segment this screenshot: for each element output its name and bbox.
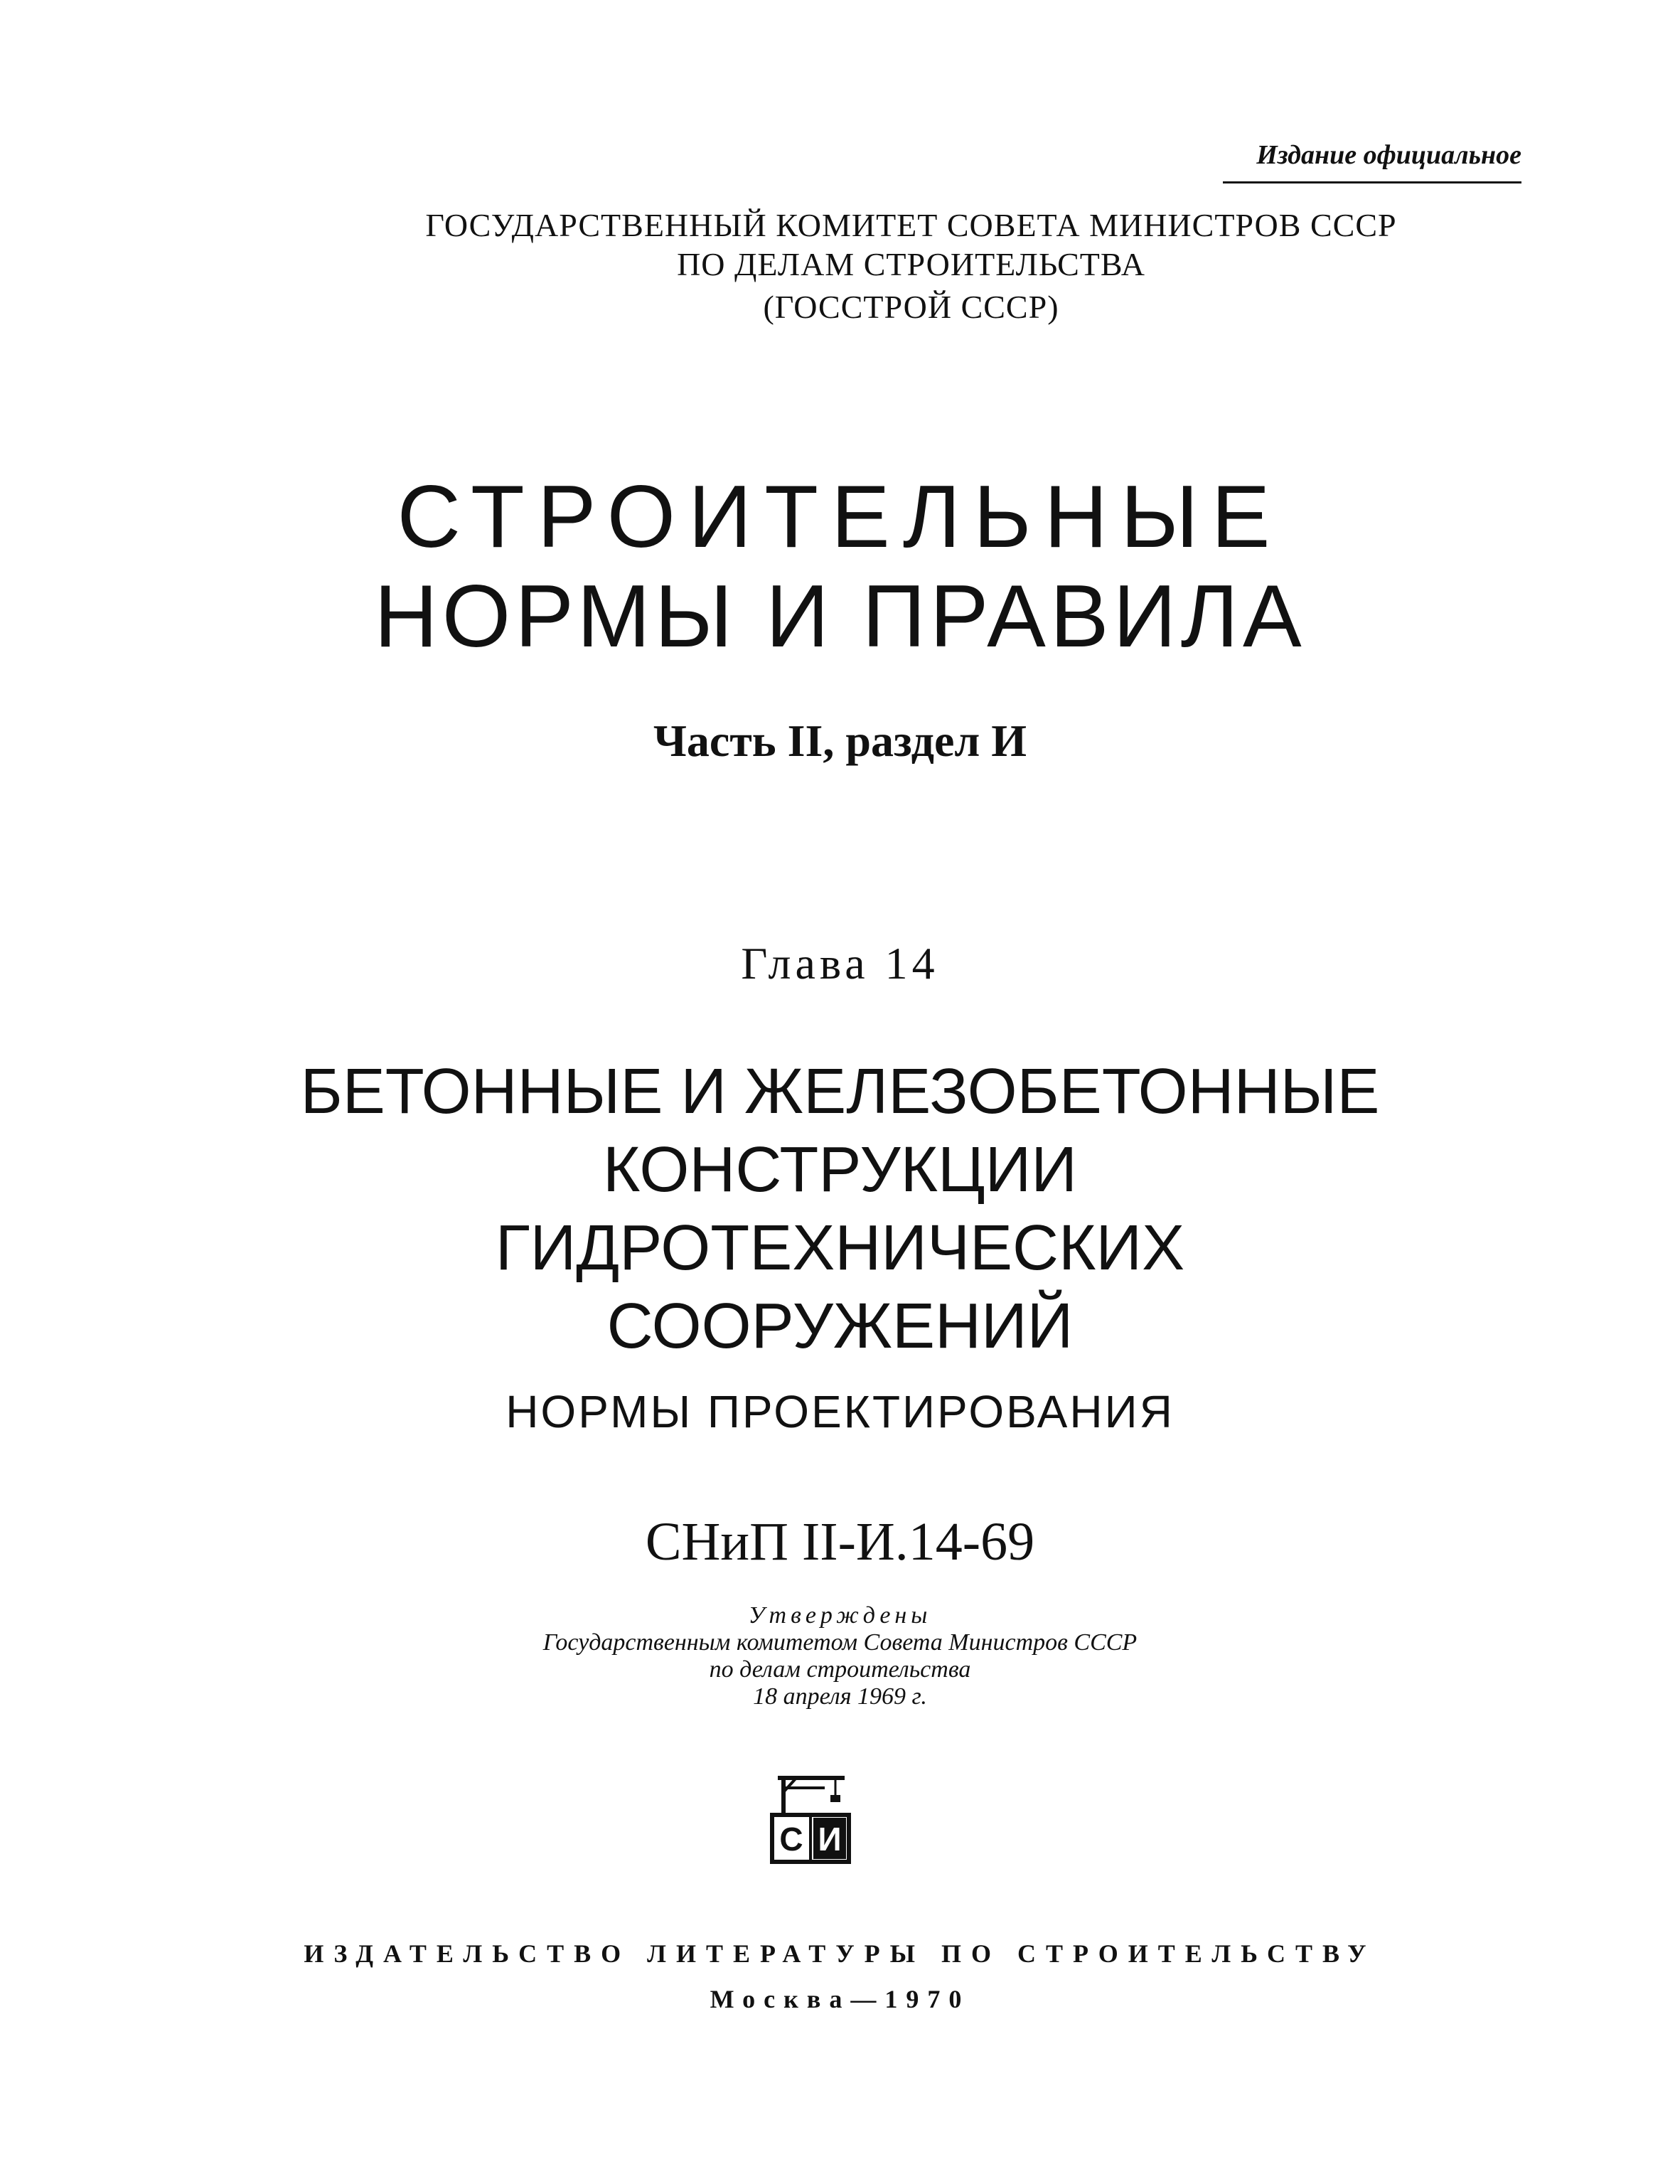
approval-line-2: Государственным комитетом Совета Министров СССР <box>542 1629 1138 1656</box>
publisher-logo-icon <box>768 1771 853 1867</box>
approval-line-1: Утверждены <box>748 1602 932 1629</box>
publisher-name: ИЗДАТЕЛЬСТВО ЛИТЕРАТУРЫ ПО СТРОИТЕЛЬСТВУ <box>304 1939 1376 1968</box>
main-title-line-1: СТРОИТЕЛЬНЫЕ <box>397 468 1283 566</box>
main-title-line-2: НОРМЫ И ПРАВИЛА <box>374 568 1306 666</box>
official-edition-label: Издание официальное <box>1256 140 1521 170</box>
publisher-city-year: Москва—1970 <box>710 1985 970 2013</box>
subject-title-line-3: ГИДРОТЕХНИЧЕСКИХ <box>495 1213 1185 1284</box>
chapter-label: Глава 14 <box>741 938 939 989</box>
official-edition-underline <box>1223 181 1521 183</box>
subject-title-line-1: БЕТОННЫЕ И ЖЕЛЕЗОБЕТОННЫЕ <box>300 1056 1380 1127</box>
agency-line-2: ПО ДЕЛАМ СТРОИТЕЛЬСТВА <box>677 246 1145 282</box>
subject-title-line-4: СООРУЖЕНИЙ <box>606 1291 1074 1362</box>
design-norms-subtitle: НОРМЫ ПРОЕКТИРОВАНИЯ <box>505 1386 1175 1437</box>
subject-title-line-2: КОНСТРУКЦИИ <box>602 1134 1077 1205</box>
approval-line-4: 18 апреля 1969 г. <box>753 1683 927 1710</box>
logo-letter-right: И <box>818 1821 842 1858</box>
logo-letter-left: С <box>779 1821 803 1858</box>
approval-line-3: по делам строительства <box>709 1656 971 1683</box>
agency-line-3: (ГОССТРОЙ СССР) <box>763 289 1059 325</box>
agency-line-1: ГОСУДАРСТВЕННЫЙ КОМИТЕТ СОВЕТА МИНИСТРОВ СССР <box>425 207 1397 243</box>
part-section-label: Часть II, раздел И <box>653 715 1027 766</box>
document-code: СНиП II-И.14-69 <box>645 1512 1035 1572</box>
